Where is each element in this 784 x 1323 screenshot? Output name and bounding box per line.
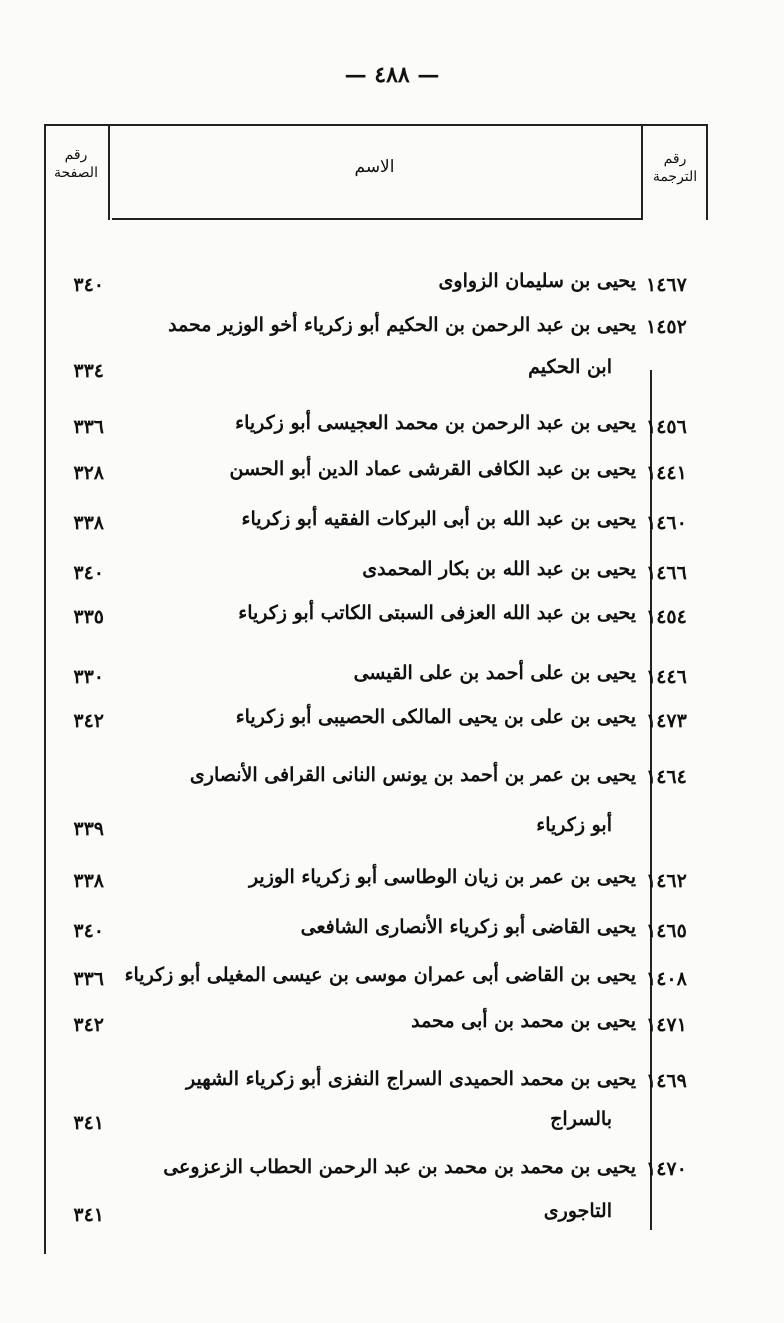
entry-name: يحيى بن محمد الحميدى السراج النفزى أبو زكرياء الشهير [186,1068,636,1090]
entry-name: يحيى بن على أحمد بن على القيسى [353,662,636,684]
entry-number: ١٤٦٧ [646,274,687,296]
table-top-rule [44,124,708,126]
entry-number: ١٤٦٩ [646,1070,687,1092]
entry-number: ١٤٧٣ [646,710,687,732]
entry-number: ١٤٧١ [646,1014,687,1036]
header-divider-number [641,124,643,220]
entry-name: يحيى بن سليمان الزواوى [438,270,636,292]
entry-page: ٣٤١ [73,1204,104,1226]
entry-number: ١٤٠٨ [646,968,687,990]
entry-page: ٣٣٦ [73,968,104,990]
entry-page: ٣٣٥ [73,606,104,628]
entry-name: يحيى بن عبد الرحمن بن محمد العجيسى أبو زكرياء [235,412,636,434]
entry-name: يحيى بن القاضى أبى عمران موسى بن عيسى المغيلى أبو زكرياء [124,964,636,986]
entry-number: ١٤٦٢ [646,870,687,892]
entry-number: ١٤٦٤ [646,766,687,788]
header-underline [112,218,642,220]
entry-page: ٣٣٨ [73,512,104,534]
entry-name: يحيى بن على بن يحيى المالكى الحصيبى أبو زكرياء [235,706,636,728]
entry-name-continued: ابن الحكيم [528,356,612,378]
page-number: — ٤٨٨ — [344,62,440,88]
entry-page: ٣٣٤ [73,360,104,382]
header-page-column: رقم الصفحة [54,147,98,181]
entry-page: ٣٤٠ [73,274,104,296]
entry-name: يحيى بن عبد الله العزفى السبتى الكاتب أبو زكرياء [238,602,636,624]
entry-number: ١٤٦٥ [646,920,687,942]
entry-page: ٣٤٢ [73,710,104,732]
entry-page: ٣٣٩ [73,818,104,840]
entry-name: يحيى بن محمد بن محمد بن عبد الرحمن الحطاب الزعزوعى [163,1156,636,1178]
header-number-column: رقم الترجمة [652,151,698,185]
entry-name-continued: بالسراج [550,1108,612,1130]
entry-number: ١٤٥٤ [646,606,687,628]
table-left-rule [44,124,46,1254]
entry-page: ٣٣٠ [73,666,104,688]
entry-name: يحيى بن عمر بن زيان الوطاسى أبو زكرياء الوزير [248,866,636,888]
entry-name: يحيى بن عبد الكافى القرشى عماد الدين أبو الحسن [229,458,636,480]
entry-number: ١٤٧٠ [646,1158,687,1180]
entry-name: يحيى بن عمر بن أحمد بن يونس النانى القرافى الأنصارى [189,764,636,786]
entry-name: يحيى بن عبد الرحمن بن الحكيم أبو زكرياء أخو الوزير محمد [168,314,636,336]
entry-name-continued: أبو زكرياء [536,814,612,836]
entry-page: ٣٣٦ [73,416,104,438]
entry-number: ١٤٤٦ [646,666,687,688]
entry-page: ٣٤٢ [73,1014,104,1036]
entry-page: ٣٢٨ [73,462,104,484]
entry-number: ١٤٤١ [646,462,687,484]
header-name-column: الاسم [354,157,395,177]
table-right-rule [706,124,708,220]
entry-number: ١٤٥٦ [646,416,687,438]
entry-name: يحيى بن محمد بن أبى محمد [411,1010,636,1032]
entry-page: ٣٤٠ [73,562,104,584]
entry-page: ٣٣٨ [73,870,104,892]
entry-name: يحيى القاضى أبو زكرياء الأنصارى الشافعى [300,916,636,938]
entry-name: يحيى بن عبد الله بن بكار المحمدى [362,558,636,580]
entry-page: ٣٤١ [73,1112,104,1134]
entry-name-continued: التاجورى [543,1200,612,1222]
entry-number: ١٤٥٢ [646,316,687,338]
entry-number: ١٤٦٦ [646,562,687,584]
index-table [44,124,708,1254]
entry-name: يحيى بن عبد الله بن أبى البركات الفقيه أبو زكرياء [241,508,636,530]
entry-number: ١٤٦٠ [646,512,687,534]
number-column-rule [650,370,652,1230]
entry-page: ٣٤٠ [73,920,104,942]
